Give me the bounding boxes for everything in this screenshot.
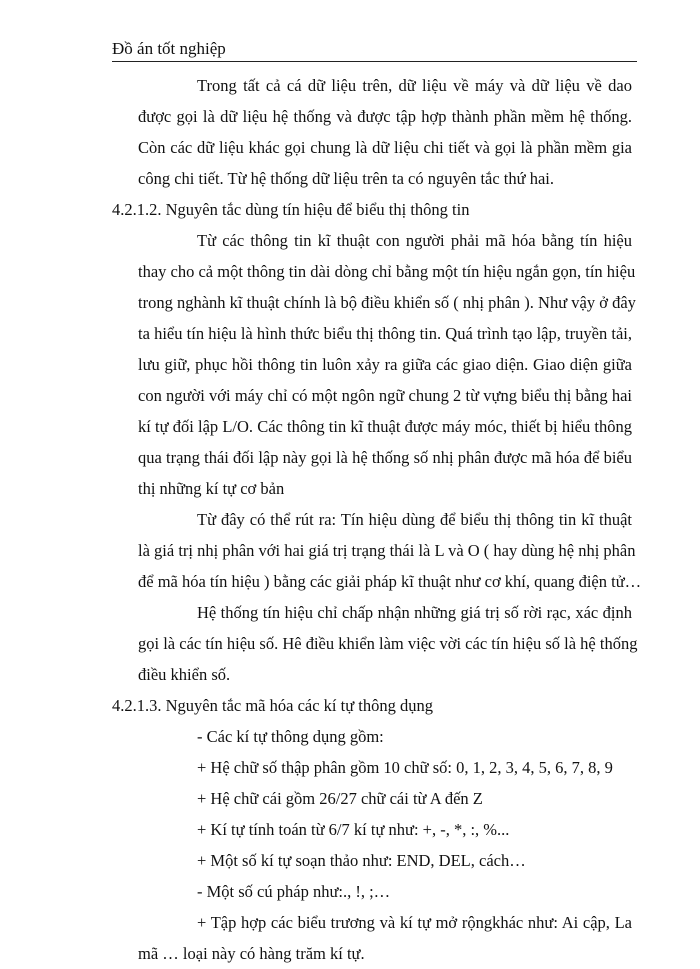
text-line: để mã hóa tín hiệu ) bằng các giải pháp kĩ thuật như cơ khí, quang điện tử… [138,572,642,591]
text-line: con người với máy chỉ có một ngôn ngữ chung 2 từ vựng biểu thị bằng hai [138,386,632,405]
section-heading-4-2-1-3: 4.2.1.3. Nguyên tắc mã hóa các kí tự thông dụng [112,696,433,715]
list-item: + Kí tự tính toán từ 6/7 kí tự như: +, -, *, :, %... [197,820,510,839]
text-line: điều khiển số. [138,665,231,684]
list-item: - Các kí tự thông dụng gồm: [197,727,384,746]
text-line: kí tự đối lập L/O. Các thông tin kĩ thuật được máy móc, thiết bị hiểu thông [138,417,632,436]
text-line: lưu giữ, phục hồi thông tin luôn xảy ra giữa các giao diện. Giao diện giữa [138,355,632,374]
list-item: + Hệ chữ số thập phân gồm 10 chữ số: 0, 1, 2, 3, 4, 5, 6, 7, 8, 9 [197,758,613,777]
list-item: + Tập hợp các biểu trương và kí tự mở rộngkhác như: Ai cập, La [197,913,632,932]
text-line: thị những kí tự cơ bản [138,479,285,498]
list-item: - Một số cú pháp như:., !, ;… [197,882,391,901]
text-line: qua trạng thái đối lập này gọi là hệ thống số nhị phân được mã hóa để biểu [138,448,632,467]
list-item: + Hệ chữ cái gồm 26/27 chữ cái từ A đến Z [197,789,483,808]
page-header [112,38,637,62]
text-line: Còn các dữ liệu khác gọi chung là dữ liệu chi tiết và gọi là phần mềm gia [138,138,632,157]
text-line: trong nghành kĩ thuật chính là bộ điều khiển số ( nhị phân ). Như vậy ở đây [138,293,636,312]
text-line: Từ các thông tin kĩ thuật con người phải mã hóa bằng tín hiệu [197,231,632,250]
text-line: thay cho cả một thông tin dài dòng chỉ bằng một tín hiệu ngắn gọn, tín hiệu [138,262,636,281]
text-line: công chi tiết. Từ hệ thống dữ liệu trên ta có nguyên tắc thứ hai. [138,169,554,188]
list-item: + Một số kí tự soạn thảo như: END, DEL, cách… [197,851,526,870]
text-line: Trong tất cả cá dữ liệu trên, dữ liệu về máy và dữ liệu về dao [197,76,632,95]
section-heading-4-2-1-2: 4.2.1.2. Nguyên tắc dùng tín hiệu để biểu thị thông tin [112,200,470,219]
text-line: là giá trị nhị phân với hai giá trị trạng thái là L và O ( hay dùng hệ nhị phân [138,541,636,560]
text-line: ta hiểu tín hiệu là hình thức biểu thị thông tin. Quá trình tạo lập, truyền tải, [138,324,632,343]
header-title: Đồ án tốt nghiệp [112,39,226,58]
text-line: mã … loại này có hàng trăm kí tự. [138,944,365,963]
text-line: Từ đây có thể rút ra: Tín hiệu dùng để biểu thị thông tin kĩ thuật [197,510,632,529]
text-line: được gọi là dữ liệu hệ thống và được tập hợp thành phần mềm hệ thống. [138,107,632,126]
text-line: gọi là các tín hiệu số. Hê điều khiển làm việc vời các tín hiệu số là hệ thống [138,634,638,653]
document-body [112,70,642,969]
text-line: Hệ thống tín hiệu chỉ chấp nhận những giá trị số rời rạc, xác định [197,603,632,622]
